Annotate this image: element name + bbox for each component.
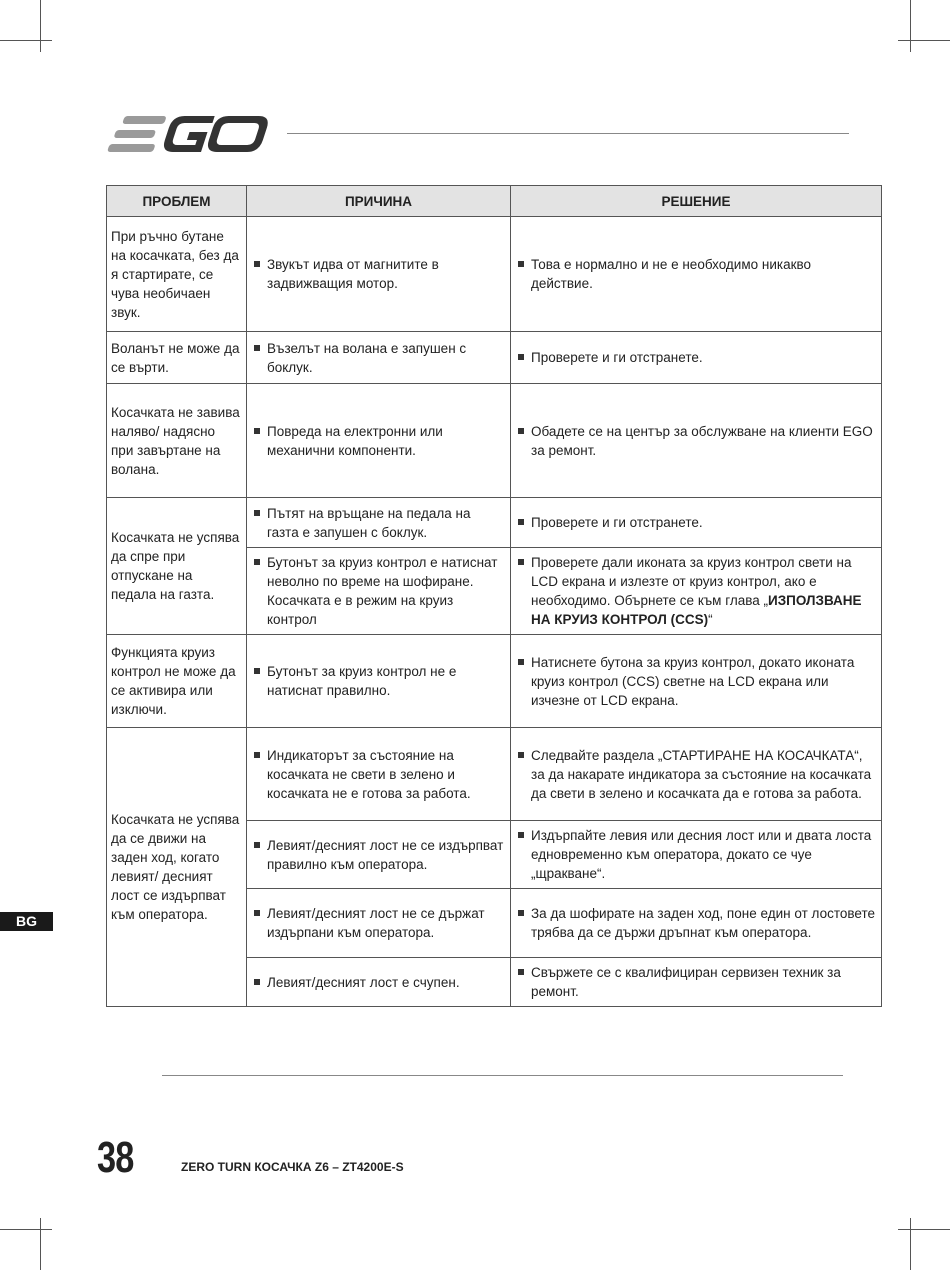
cause-cell [247, 332, 511, 384]
language-tab: BG [0, 912, 53, 931]
solution-text: Следвайте раздела „СТАРТИРАНЕ НА КОСАЧКАТА“, за да накарате индикатора за състояние на косачката да свети в зелено и косачката да е готова за работа. [515, 746, 875, 803]
cause-text: Бутонът за круиз контрол не е натиснат правилно. [251, 662, 504, 700]
solution-cell [511, 332, 882, 384]
crop-mark [910, 1218, 911, 1270]
problem-cell: Функцията круиз контрол не може да се активира или изключи. [107, 635, 247, 728]
cause-text: Възелът на волана е запушен с боклук. [251, 339, 504, 377]
cause-cell [247, 821, 511, 889]
table-row [107, 332, 882, 384]
solution-text-part: Проверете дали иконата за круиз контрол свети на LCD екрана и излезте от круиз контрол, ако е необходимо. Обърнете се към глава „ [531, 555, 852, 608]
solution-text [515, 553, 875, 629]
solution-cell [511, 498, 882, 548]
table-header-row [107, 186, 882, 217]
crop-mark [0, 1229, 52, 1230]
cause-text: Левият/десният лост не се издърпват правилно към оператора. [251, 836, 504, 874]
page-number: 38 [97, 1133, 134, 1182]
solution-cell [511, 958, 882, 1007]
solution-cell [511, 384, 882, 498]
crop-mark [40, 0, 41, 52]
cause-cell [247, 958, 511, 1007]
solution-cell [511, 548, 882, 635]
solution-cell [511, 728, 882, 821]
header-cause: ПРИЧИНА [247, 186, 511, 217]
solution-text: Обадете се на център за обслужване на клиенти EGO за ремонт. [515, 422, 875, 460]
solution-cell [511, 821, 882, 889]
header-rule [287, 133, 849, 134]
chapter-reference: ИЗПОЛЗВАНЕ НА КРУИЗ КОНТРОЛ (CCS) [531, 593, 862, 627]
cause-text: Пътят на връщане на педала на газта е запушен с боклук. [251, 504, 504, 542]
cause-cell [247, 498, 511, 548]
document-title: ZERO TURN КОСАЧКА Z6 – ZT4200E-S [181, 1160, 404, 1174]
crop-mark [898, 40, 950, 41]
problem-cell: Косачката не успява да се движи на заден ход, когато левият/ десният лост се издърпват към оператора. [107, 728, 247, 1007]
solution-cell [511, 889, 882, 958]
table-row [107, 384, 882, 498]
header-solution: РЕШЕНИЕ [511, 186, 882, 217]
header-problem: ПРОБЛЕМ [107, 186, 247, 217]
crop-mark [898, 1229, 950, 1230]
solution-cell [511, 217, 882, 332]
table-row [107, 217, 882, 332]
solution-text-part: “ [708, 612, 713, 627]
ego-logo [106, 112, 278, 156]
table-row [107, 728, 882, 821]
crop-mark [40, 1218, 41, 1270]
footer-rule [162, 1075, 843, 1076]
problem-cell: Воланът не може да се върти. [107, 332, 247, 384]
crop-mark [0, 40, 52, 41]
problem-cell: Косачката не завива наляво/ надясно при завъртане на волана. [107, 384, 247, 498]
table-row [107, 635, 882, 728]
problem-cell: Косачката не успява да спре при отпускане на педала на газта. [107, 498, 247, 635]
cause-text: Левият/десният лост е счупен. [251, 973, 504, 992]
solution-text: Натиснете бутона за круиз контрол, докато иконата круиз контрол (CCS) светне на LCD екрана или изчезне от LCD екрана. [515, 653, 875, 710]
solution-text: Свържете се с квалифициран сервизен техник за ремонт. [515, 963, 875, 1001]
solution-text: Това е нормално и не е необходимо никакво действие. [515, 255, 875, 293]
solution-cell [511, 635, 882, 728]
cause-cell [247, 384, 511, 498]
troubleshooting-table [106, 185, 882, 1007]
cause-cell [247, 889, 511, 958]
cause-text: Звукът идва от магнитите в задвижващия мотор. [251, 255, 504, 293]
cause-cell [247, 548, 511, 635]
solution-text: Проверете и ги отстранете. [515, 348, 875, 367]
solution-text: Проверете и ги отстранете. [515, 513, 875, 532]
table-row [107, 498, 882, 548]
solution-text: За да шофирате на заден ход, поне един от лостовете трябва да се държи дръпнат към оператора. [515, 904, 875, 942]
crop-mark [910, 0, 911, 52]
cause-text: Левият/десният лост не се държат издърпани към оператора. [251, 904, 504, 942]
cause-cell [247, 635, 511, 728]
cause-text: Бутонът за круиз контрол е натиснат неволно по време на шофиране. Косачката е в режим на круиз контрол [251, 553, 504, 629]
solution-text: Издърпайте левия или десния лост или и двата лоста едновременно към оператора, докато се чуе „щракване“. [515, 826, 875, 883]
cause-text: Индикаторът за състояние на косачката не свети в зелено и косачката не е готова за работа. [251, 746, 504, 803]
cause-cell [247, 217, 511, 332]
cause-text: Повреда на електронни или механични компоненти. [251, 422, 504, 460]
problem-cell: При ръчно бутане на косачката, без да я стартирате, се чува необичаен звук. [107, 217, 247, 332]
cause-cell [247, 728, 511, 821]
